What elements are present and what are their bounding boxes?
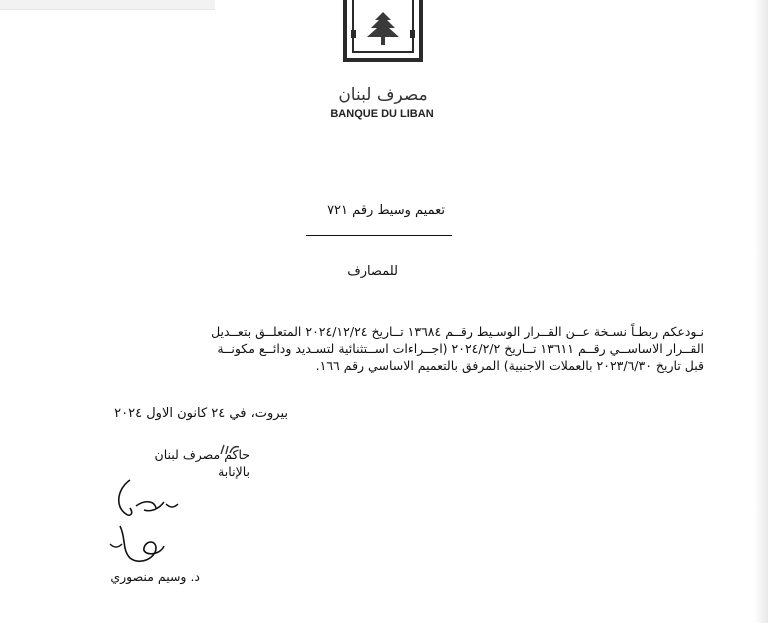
- page-edge-shadow: [754, 0, 768, 623]
- signatory-role: بالإنابة: [218, 464, 250, 479]
- circular-body: [78, 323, 704, 374]
- body-line: قبل تاريخ ٢٠٢٣/٦/٣٠ بالعملات الاجنبية) المرفق بالتعميم الاساسي رقم ١٦٦.: [315, 358, 704, 373]
- top-edge-strip: [0, 0, 215, 10]
- body-line: نـودعكم ربطـاً نسـخة عــن القــرار الوسـيط رقــم ١٣٦٨٤ تــاريخ ٢٠٢٤/١٢/٢٤ المتعلــق بتعــديل: [211, 324, 704, 339]
- signatory-title: حاكم مصرف لبنان: [154, 447, 250, 462]
- addressee: للمصارف: [347, 264, 398, 279]
- bank-name-arabic: مصرف لبنان: [338, 85, 428, 105]
- body-line: القــرار الاساســي رقــم ١٣٦١١ تــاريخ ٢٠٢٤/٢/٢ (اجــراءات اســتثنائية لتسـديد ودائــع مكونــة: [217, 341, 704, 356]
- signatory-name: د. وسيم منصوري: [110, 569, 200, 584]
- circular-title: تعميم وسيط رقم ٧٢١: [327, 203, 445, 218]
- signatory-block: [90, 446, 250, 480]
- title-divider: [306, 235, 452, 236]
- bank-name-french: BANQUE DU LIBAN: [330, 108, 434, 120]
- cedar-tree-icon: [343, 0, 423, 63]
- handwritten-signature: [100, 478, 180, 570]
- date-line: بيروت، في ٢٤ كانون الاول ٢٠٢٤: [114, 406, 288, 421]
